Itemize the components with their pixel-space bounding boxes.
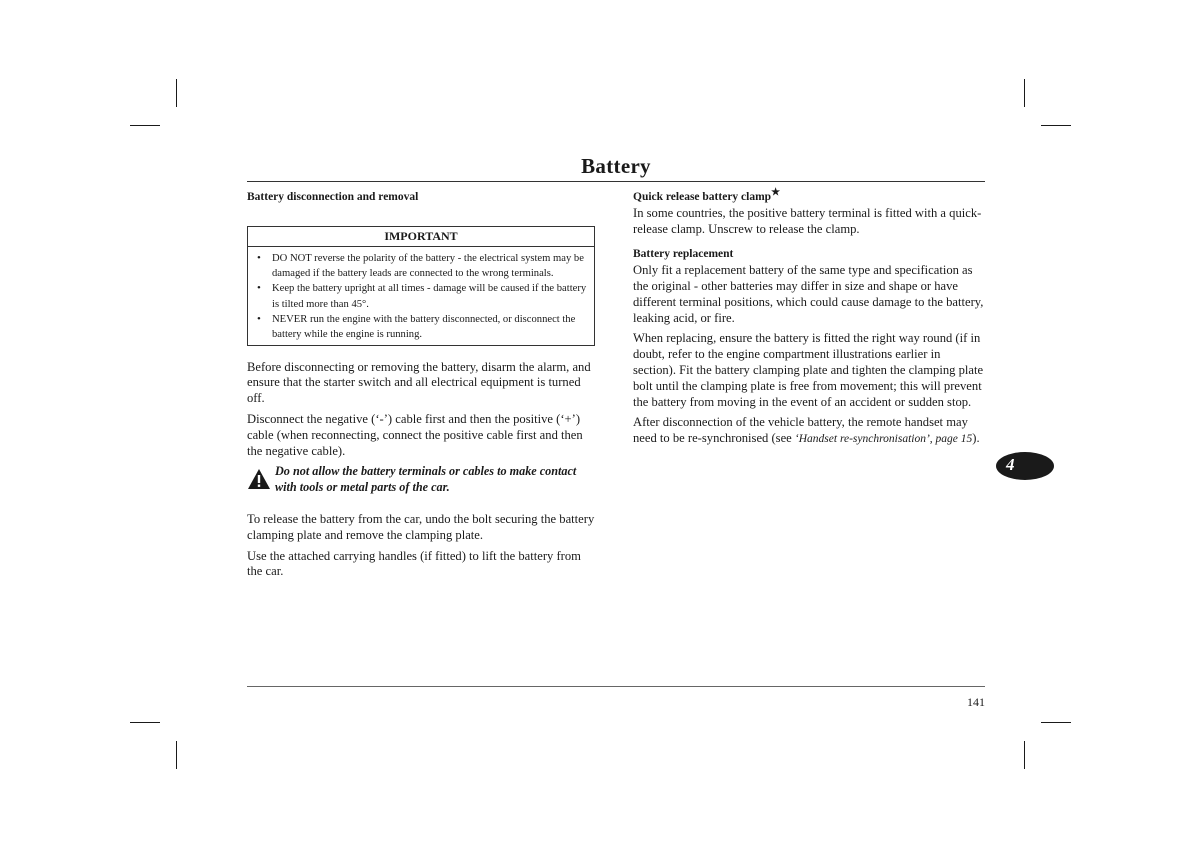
paragraph-disarm: Before disconnecting or removing the battery, disarm the alarm, and ensure that the starter switch and all electrical equipment is turned off. (247, 359, 591, 406)
crop-mark-top-right-vertical (1024, 79, 1025, 107)
page-number: 141 (967, 695, 985, 709)
paragraph-carrying-handles: Use the attached carrying handles (if fitted) to lift the battery from the car. (247, 548, 581, 579)
important-item: • NEVER run the engine with the battery disconnected, or disconnect the battery while the engine is running. (272, 312, 588, 343)
resync-text: After disconnection of the vehicle battery, the remote handset may need to be re-synchronised (see (633, 415, 968, 446)
paragraph-disconnect-order: Disconnect the negative (‘-’) cable first and then the positive (‘+’) cable (when reconnecting, connect the positive cable first and then the negative cable). (247, 411, 583, 458)
warning-triangle-icon (247, 468, 271, 490)
paragraph-quick-release: In some countries, the positive battery terminal is fitted with a quick-release clamp. Unscrew to release the clamp. (633, 205, 982, 236)
paragraph-resynchronise (633, 415, 985, 448)
quick-release-heading-text: Quick release battery clamp (633, 191, 772, 203)
footer-divider (247, 686, 985, 687)
cross-reference-link[interactable]: ‘Handset re-synchronisation’, page 15 (794, 433, 973, 446)
right-column (633, 187, 985, 453)
paragraph-replacement: Only fit a replacement battery of the same type and specification as the original - other batteries may differ in size and shape or have different terminal positions, which could cause damage to the battery, leaking acid, or fire. (633, 263, 984, 325)
crop-mark-bottom-right-horizontal (1041, 722, 1071, 723)
crop-mark-top-left-horizontal (130, 125, 160, 126)
crop-mark-top-right-horizontal (1041, 125, 1071, 126)
crop-mark-bottom-left-vertical (176, 741, 177, 769)
crop-mark-top-left-vertical (176, 79, 177, 107)
section-heading-disconnection: Battery disconnection and removal (247, 191, 419, 203)
star-icon: ★ (771, 187, 781, 199)
warning-text: Do not allow the battery terminals or cables to make contact with tools or metal parts of the car. (275, 464, 577, 495)
section-heading-quick-release (633, 187, 985, 206)
important-list (248, 247, 594, 345)
left-column (247, 190, 597, 585)
chapter-tab[interactable] (996, 452, 1054, 480)
important-title: IMPORTANT (248, 227, 594, 247)
paragraph-release-battery: To release the battery from the car, undo the bolt securing the battery clamping plate and remove the clamping plate. (247, 511, 595, 542)
paragraph-replacing: When replacing, ensure the battery is fitted the right way round (if in doubt, refer to the engine compartment illustrations earlier in section). Fit the battery clamping plate and tighten the clamping plate bolt until the clamping plate is free from movement; this will prevent the battery from moving in the event of an accident or sudden stop. (633, 331, 984, 409)
important-item: • DO NOT reverse the polarity of the battery - the electrical system may be damaged if the battery leads are connected to the wrong terminals. (272, 251, 588, 282)
crop-mark-bottom-left-horizontal (130, 722, 160, 723)
crop-mark-bottom-right-vertical (1024, 741, 1025, 769)
title-divider (247, 181, 985, 182)
page-title: Battery (581, 154, 651, 178)
important-item: • Keep the battery upright at all times - damage will be caused if the battery is tilted more than 45°. (272, 281, 588, 312)
important-box (247, 226, 595, 346)
warning-note (247, 464, 597, 496)
resync-text-end: ). (972, 431, 980, 446)
chapter-number: 4 (1006, 455, 1015, 474)
section-heading-replacement: Battery replacement (633, 248, 734, 261)
